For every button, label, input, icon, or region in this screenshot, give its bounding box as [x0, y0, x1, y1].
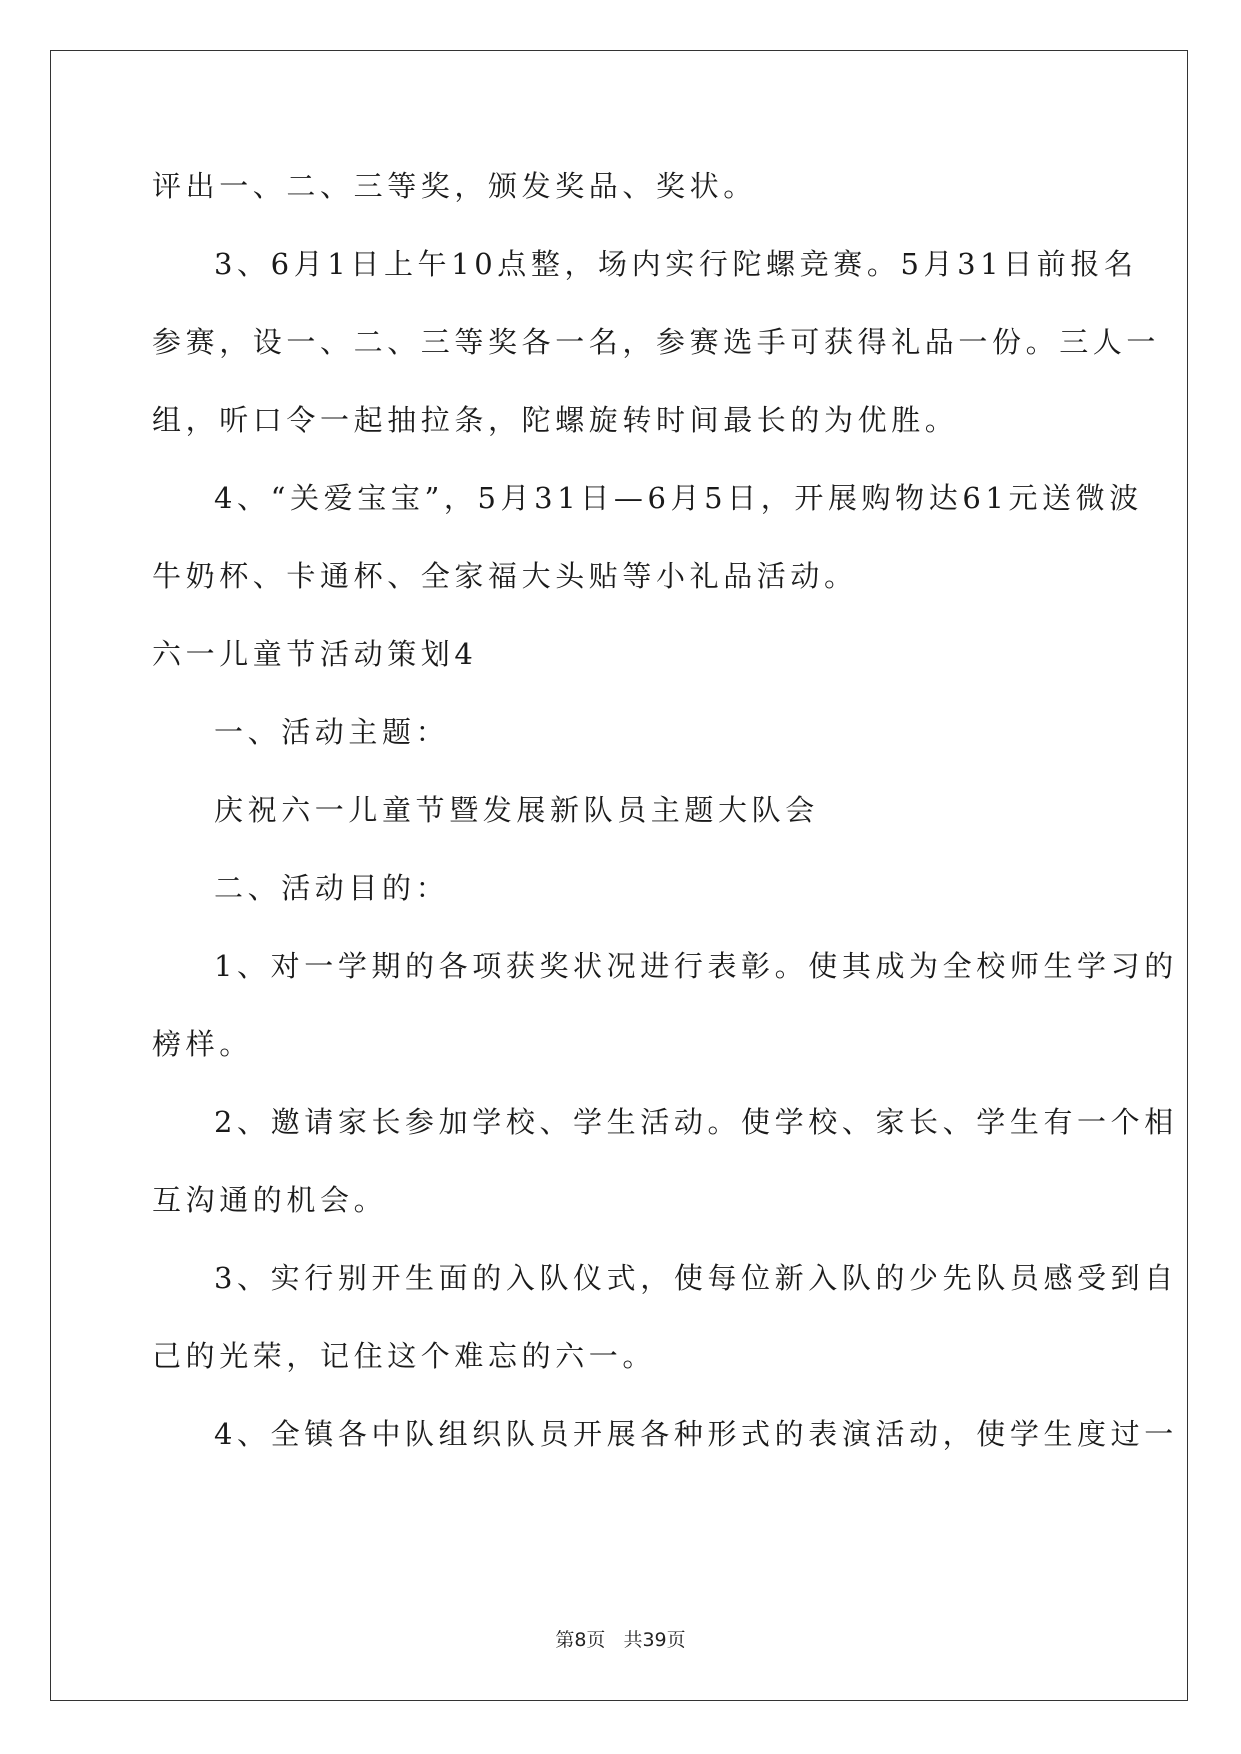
text-line-5: 4、“关爱宝宝”，5月31日—6月5日，开展购物达61元送微波 — [214, 481, 1143, 515]
text-line-6: 牛奶杯、卡通杯、全家福大头贴等小礼品活动。 — [152, 559, 858, 593]
text-line-17: 4、全镇各中队组织队员开展各种形式的表演活动，使学生度过一 — [214, 1417, 1178, 1451]
text-line-9: 庆祝六一儿童节暨发展新队员主题大队会 — [214, 793, 819, 827]
text-line-2: 3、6月1日上午10点整，场内实行陀螺竞赛。5月31日前报名 — [214, 247, 1138, 281]
current-page-number: 第8页 — [555, 1629, 606, 1651]
text-line-10: 二、活动目的： — [214, 871, 450, 905]
section-heading: 六一儿童节活动策划4 — [152, 637, 478, 671]
text-line-11: 1、对一学期的各项获奖状况进行表彰。使其成为全校师生学习的 — [214, 949, 1178, 983]
text-line-1: 评出一、二、三等奖，颁发奖品、奖状。 — [152, 169, 757, 203]
total-page-count: 共39页 — [623, 1629, 686, 1651]
text-line-14: 互沟通的机会。 — [152, 1183, 388, 1217]
text-line-3: 参赛，设一、二、三等奖各一名，参赛选手可获得礼品一份。三人一 — [152, 325, 1161, 359]
text-line-8: 一、活动主题： — [214, 715, 450, 749]
text-line-15: 3、实行别开生面的入队仪式，使每位新入队的少先队员感受到自 — [214, 1261, 1178, 1295]
text-line-16: 己的光荣，记住这个难忘的六一。 — [152, 1339, 657, 1373]
text-line-12: 榜样。 — [152, 1027, 253, 1061]
text-line-4: 组，听口令一起抽拉条，陀螺旋转时间最长的为优胜。 — [152, 403, 959, 437]
text-line-13: 2、邀请家长参加学校、学生活动。使学校、家长、学生有一个相 — [214, 1105, 1178, 1139]
page-footer — [0, 1625, 1241, 1652]
